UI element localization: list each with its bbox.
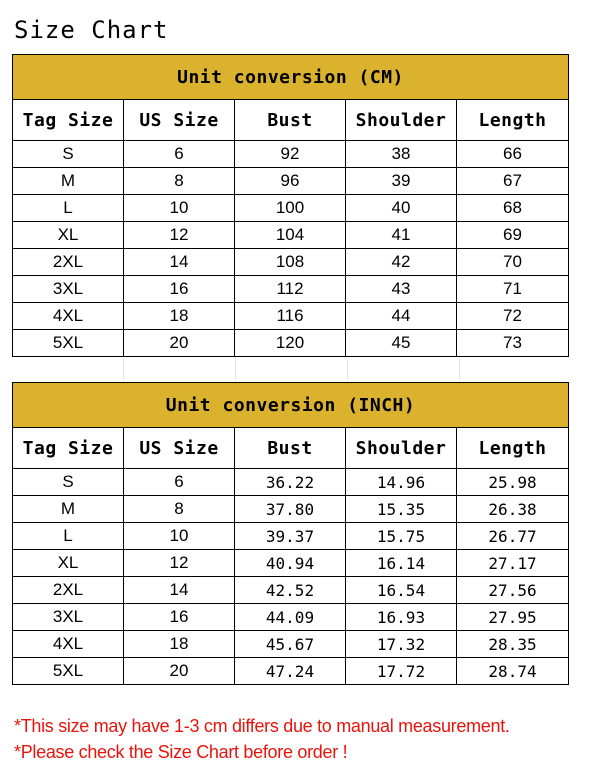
column-header-bust: Bust	[235, 428, 346, 469]
table-row	[13, 222, 569, 249]
cell-shoulder: 39	[346, 168, 457, 195]
cell-us-size: 20	[124, 330, 235, 357]
column-header-us-size: US Size	[124, 428, 235, 469]
cell-length: 26.38	[457, 496, 569, 523]
cell-us-size: 16	[124, 604, 235, 631]
table-row	[13, 249, 569, 276]
column-header-length: Length	[457, 428, 569, 469]
table-row	[13, 330, 569, 357]
cell-length: 27.95	[457, 604, 569, 631]
table-row	[13, 550, 569, 577]
cell-tag-size: L	[13, 195, 124, 222]
page-title: Size Chart	[14, 16, 169, 44]
cell-shoulder: 17.32	[346, 631, 457, 658]
size-table-inch	[12, 382, 569, 685]
cell-bust: 100	[235, 195, 346, 222]
cell-us-size: 14	[124, 577, 235, 604]
cell-tag-size: L	[13, 523, 124, 550]
column-header-tag-size: Tag Size	[13, 100, 124, 141]
cell-tag-size: 2XL	[13, 249, 124, 276]
cell-tag-size: 4XL	[13, 303, 124, 330]
cell-us-size: 18	[124, 631, 235, 658]
cell-tag-size: XL	[13, 222, 124, 249]
cell-bust: 45.67	[235, 631, 346, 658]
order-reminder-note: *Please check the Size Chart before order !	[14, 742, 348, 762]
cell-us-size: 10	[124, 523, 235, 550]
column-header-tag-size: Tag Size	[13, 428, 124, 469]
table-row	[13, 141, 569, 168]
cell-tag-size: 5XL	[13, 658, 124, 685]
cell-length: 72	[457, 303, 569, 330]
cell-tag-size: 5XL	[13, 330, 124, 357]
cell-bust: 37.80	[235, 496, 346, 523]
cell-length: 70	[457, 249, 569, 276]
cell-length: 27.56	[457, 577, 569, 604]
cell-shoulder: 15.35	[346, 496, 457, 523]
cell-bust: 92	[235, 141, 346, 168]
cell-bust: 42.52	[235, 577, 346, 604]
cell-us-size: 8	[124, 168, 235, 195]
cell-bust: 112	[235, 276, 346, 303]
cell-us-size: 12	[124, 222, 235, 249]
cell-us-size: 12	[124, 550, 235, 577]
cell-us-size: 14	[124, 249, 235, 276]
cell-us-size: 10	[124, 195, 235, 222]
cell-bust: 40.94	[235, 550, 346, 577]
cell-us-size: 18	[124, 303, 235, 330]
table-row	[13, 658, 569, 685]
cell-length: 66	[457, 141, 569, 168]
column-header-length: Length	[457, 100, 569, 141]
column-header-shoulder: Shoulder	[346, 100, 457, 141]
cell-us-size: 6	[124, 141, 235, 168]
cell-us-size: 8	[124, 496, 235, 523]
cell-shoulder: 42	[346, 249, 457, 276]
cell-bust: 47.24	[235, 658, 346, 685]
cell-bust: 44.09	[235, 604, 346, 631]
column-header-row	[13, 428, 569, 469]
cell-tag-size: S	[13, 469, 124, 496]
table-row	[13, 303, 569, 330]
cell-tag-size: M	[13, 168, 124, 195]
cell-bust: 120	[235, 330, 346, 357]
column-header-row	[13, 100, 569, 141]
size-table-cm	[12, 54, 569, 357]
table-heading-inch: Unit conversion (INCH)	[13, 383, 569, 428]
table-row	[13, 604, 569, 631]
cell-shoulder: 16.93	[346, 604, 457, 631]
cell-tag-size: 3XL	[13, 276, 124, 303]
cell-length: 26.77	[457, 523, 569, 550]
cell-shoulder: 16.14	[346, 550, 457, 577]
cell-shoulder: 15.75	[346, 523, 457, 550]
cell-tag-size: 2XL	[13, 577, 124, 604]
cell-length: 69	[457, 222, 569, 249]
cell-bust: 104	[235, 222, 346, 249]
table-row	[13, 195, 569, 222]
table-row	[13, 469, 569, 496]
cell-length: 73	[457, 330, 569, 357]
cell-shoulder: 43	[346, 276, 457, 303]
cell-length: 25.98	[457, 469, 569, 496]
table-row	[13, 631, 569, 658]
cell-tag-size: 3XL	[13, 604, 124, 631]
cell-tag-size: 4XL	[13, 631, 124, 658]
cell-shoulder: 41	[346, 222, 457, 249]
cell-shoulder: 38	[346, 141, 457, 168]
table-heading-cm: Unit conversion (CM)	[13, 55, 569, 100]
cell-us-size: 6	[124, 469, 235, 496]
cell-shoulder: 17.72	[346, 658, 457, 685]
cell-shoulder: 45	[346, 330, 457, 357]
cell-tag-size: S	[13, 141, 124, 168]
cell-shoulder: 16.54	[346, 577, 457, 604]
table-row	[13, 496, 569, 523]
cell-length: 68	[457, 195, 569, 222]
cell-bust: 116	[235, 303, 346, 330]
column-header-bust: Bust	[235, 100, 346, 141]
table-row	[13, 577, 569, 604]
table-row	[13, 168, 569, 195]
cell-length: 28.74	[457, 658, 569, 685]
column-header-shoulder: Shoulder	[346, 428, 457, 469]
column-header-us-size: US Size	[124, 100, 235, 141]
disclaimer-note: *This size may have 1-3 cm differs due to manual measurement.	[14, 716, 510, 736]
cell-us-size: 16	[124, 276, 235, 303]
table-row	[13, 276, 569, 303]
cell-tag-size: XL	[13, 550, 124, 577]
cell-us-size: 20	[124, 658, 235, 685]
cell-length: 27.17	[457, 550, 569, 577]
cell-bust: 96	[235, 168, 346, 195]
cell-length: 28.35	[457, 631, 569, 658]
table-row	[13, 523, 569, 550]
cell-shoulder: 44	[346, 303, 457, 330]
table-gap	[12, 358, 568, 380]
cell-bust: 39.37	[235, 523, 346, 550]
cell-tag-size: M	[13, 496, 124, 523]
cell-shoulder: 14.96	[346, 469, 457, 496]
cell-length: 71	[457, 276, 569, 303]
cell-bust: 108	[235, 249, 346, 276]
cell-bust: 36.22	[235, 469, 346, 496]
cell-length: 67	[457, 168, 569, 195]
cell-shoulder: 40	[346, 195, 457, 222]
